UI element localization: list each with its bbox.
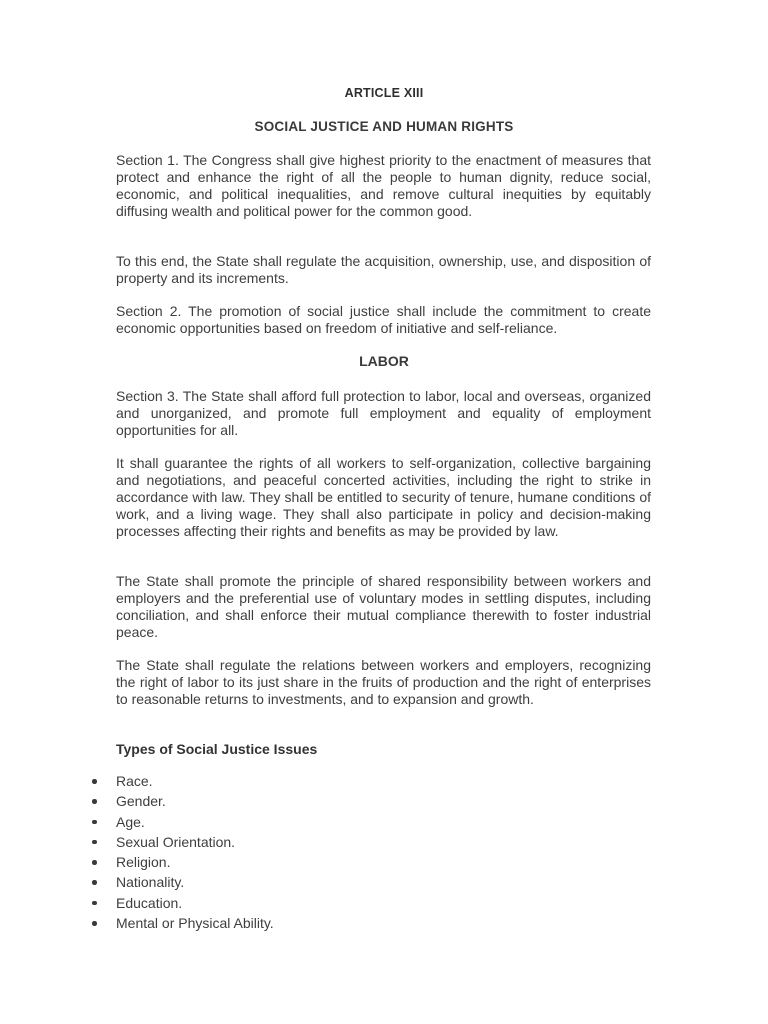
paragraph-worker-employer-relations: The State shall regulate the relations between workers and employers, recognizing the right of labor to its just share in the fruits of production and the right of enterprises to reasonable returns to investments, and to expansion and growth. xyxy=(116,657,651,707)
list-item-text: Gender. xyxy=(116,793,166,810)
paragraph-property: To this end, the State shall regulate the acquisition, ownership, use, and disposition of property and its increments. xyxy=(116,253,651,286)
article-subtitle: SOCIAL JUSTICE AND HUMAN RIGHTS xyxy=(254,119,514,134)
paragraph-shared-responsibility: The State shall promote the principle of shared responsibility between workers and employers and the preferential use of voluntary modes in settling disputes, including conciliation, and shall enforce their mutual compliance therewith to foster industrial peace. xyxy=(116,573,651,640)
list-item xyxy=(88,832,488,852)
list-item-text: Race. xyxy=(116,773,153,789)
bullet-icon xyxy=(92,779,97,784)
list-item-text: Age. xyxy=(116,813,145,830)
article-title: ARTICLE XIII xyxy=(344,86,424,100)
list-item-text: Mental or Physical Ability. xyxy=(116,915,274,932)
bullet-icon xyxy=(92,921,97,926)
list-item xyxy=(88,791,488,811)
list-item xyxy=(88,872,488,892)
bullet-icon xyxy=(92,860,97,865)
bullet-icon xyxy=(92,901,97,906)
paragraph-section-3: Section 3. The State shall afford full protection to labor, local and overseas, organized and unorganized, and promote full employment and equality of employment opportunities for all. xyxy=(116,388,651,438)
paragraph-workers-rights: It shall guarantee the rights of all workers to self-organization, collective bargaining and negotiations, and peaceful concerted activities, including the right to strike in accordance with law. They shall be entitled to security of tenure, humane conditions of work, and a living wage. They shall also participate in policy and decision-making processes affecting their rights and benefits as may be provided by law. xyxy=(116,455,651,539)
bullet-icon xyxy=(92,880,97,885)
paragraph-section-2: Section 2. The promotion of social justice shall include the commitment to create economic opportunities based on freedom of initiative and self-reliance. xyxy=(116,303,651,336)
list-item-text: Nationality. xyxy=(116,874,185,891)
types-heading: Types of Social Justice Issues xyxy=(116,741,318,757)
types-list xyxy=(88,771,488,933)
list-item-text: Religion. xyxy=(116,854,171,871)
list-item xyxy=(88,771,488,791)
bullet-icon xyxy=(92,820,97,825)
labor-heading: LABOR xyxy=(359,353,409,369)
list-item xyxy=(88,852,488,872)
bullet-icon xyxy=(92,840,97,845)
list-item xyxy=(88,893,488,913)
list-item-text: Education. xyxy=(116,894,183,911)
paragraph-section-1: Section 1. The Congress shall give highest priority to the enactment of measures that protect and enhance the right of all the people to human dignity, reduce social, economic, and political inequalities, and remove cultural inequities by equitably diffusing wealth and political power for the common good. xyxy=(116,152,651,219)
list-item xyxy=(88,812,488,832)
list-item-text: Sexual Orientation. xyxy=(116,833,236,850)
list-item xyxy=(88,913,488,933)
bullet-icon xyxy=(92,799,97,804)
